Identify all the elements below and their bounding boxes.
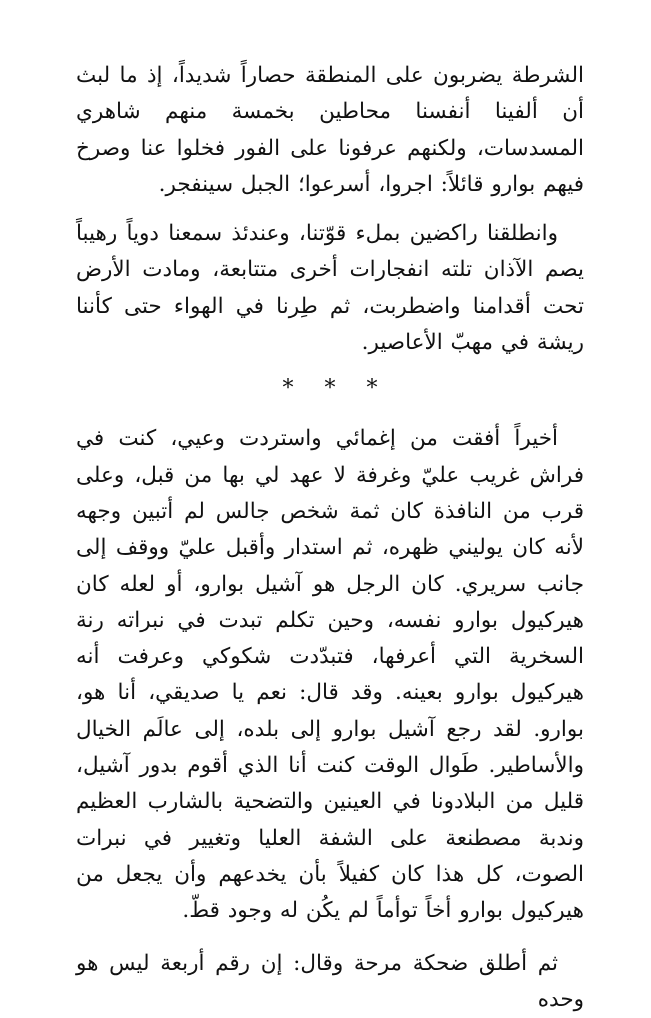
paragraph-police-siege: الشرطة يضربون على المنطقة حصاراً شديداً، إذ ما لبث أن ألفينا أنفسنا محاطين بخمسة منهم شاهري المسدسات، ولكنهم عرفونا على الفور فخلوا عنا وصرخ فيهم بوارو قائلاً: اجروا، أسرعوا؛ الجبل سينفجر.	[76, 63, 584, 197]
paragraph-laugh: ثم أطلق ضحكة مرحة وقال: إن رقم أربعة ليس هو وحده	[76, 950, 584, 1012]
book-page	[76, 58, 584, 1018]
paragraph-explosion: وانطلقنا راكضين بملء قوّتنا، وعندئذ سمعنا دوياً رهيباً يصم الآذان تلته انفجارات أخرى متتابعة، ومادت الأرض تحت أقدامنا واضطربت، ثم طِرنا في الهواء حتى كأننا ريشة في مهبّ الأعاصير.	[76, 221, 584, 356]
section-separator: * * *	[282, 376, 390, 402]
paragraph-awakening: أخيراً أفقت من إغمائي واستردت وعيي، كنت في فراش غريب عليّ وغرفة لا عهد لي بها من قبل، وعلى قرب من النافذة كان ثمة شخص جالس لم أتبين وجهه لأنه كان يوليني ظهره، ثم استدار وأقبل عليّ ووقف إلى جانب سريري. كان الرجل هو آشيل بوارو، أو لعله كان هيركيول بوارو نفسه، وحين تكلم تبدت في نبراته رنة السخرية التي أعرفها، فتبدّدت شكوكي وعرفت أنه هيركيول بوارو بعينه. وقد قال: نعم يا صديقي، أنا هو، بوارو. لقد رجع آشيل بوارو إلى بلده، إلى عالَم الخيال والأساطير. طَوال الوقت كنت أنا الذي أقوم بدور آشيل، قليل من البلادونا في العينين والتضحية بالشارب العظيم وندبة مصطنعة على الشفة العليا وتغيير في نبرات الصوت، كل هذا كان كفيلاً بأن يخدعهم وأن يجعل من هيركيول بوارو أخاً توأماً لم يكُن له وجود قطّ.	[76, 426, 584, 924]
